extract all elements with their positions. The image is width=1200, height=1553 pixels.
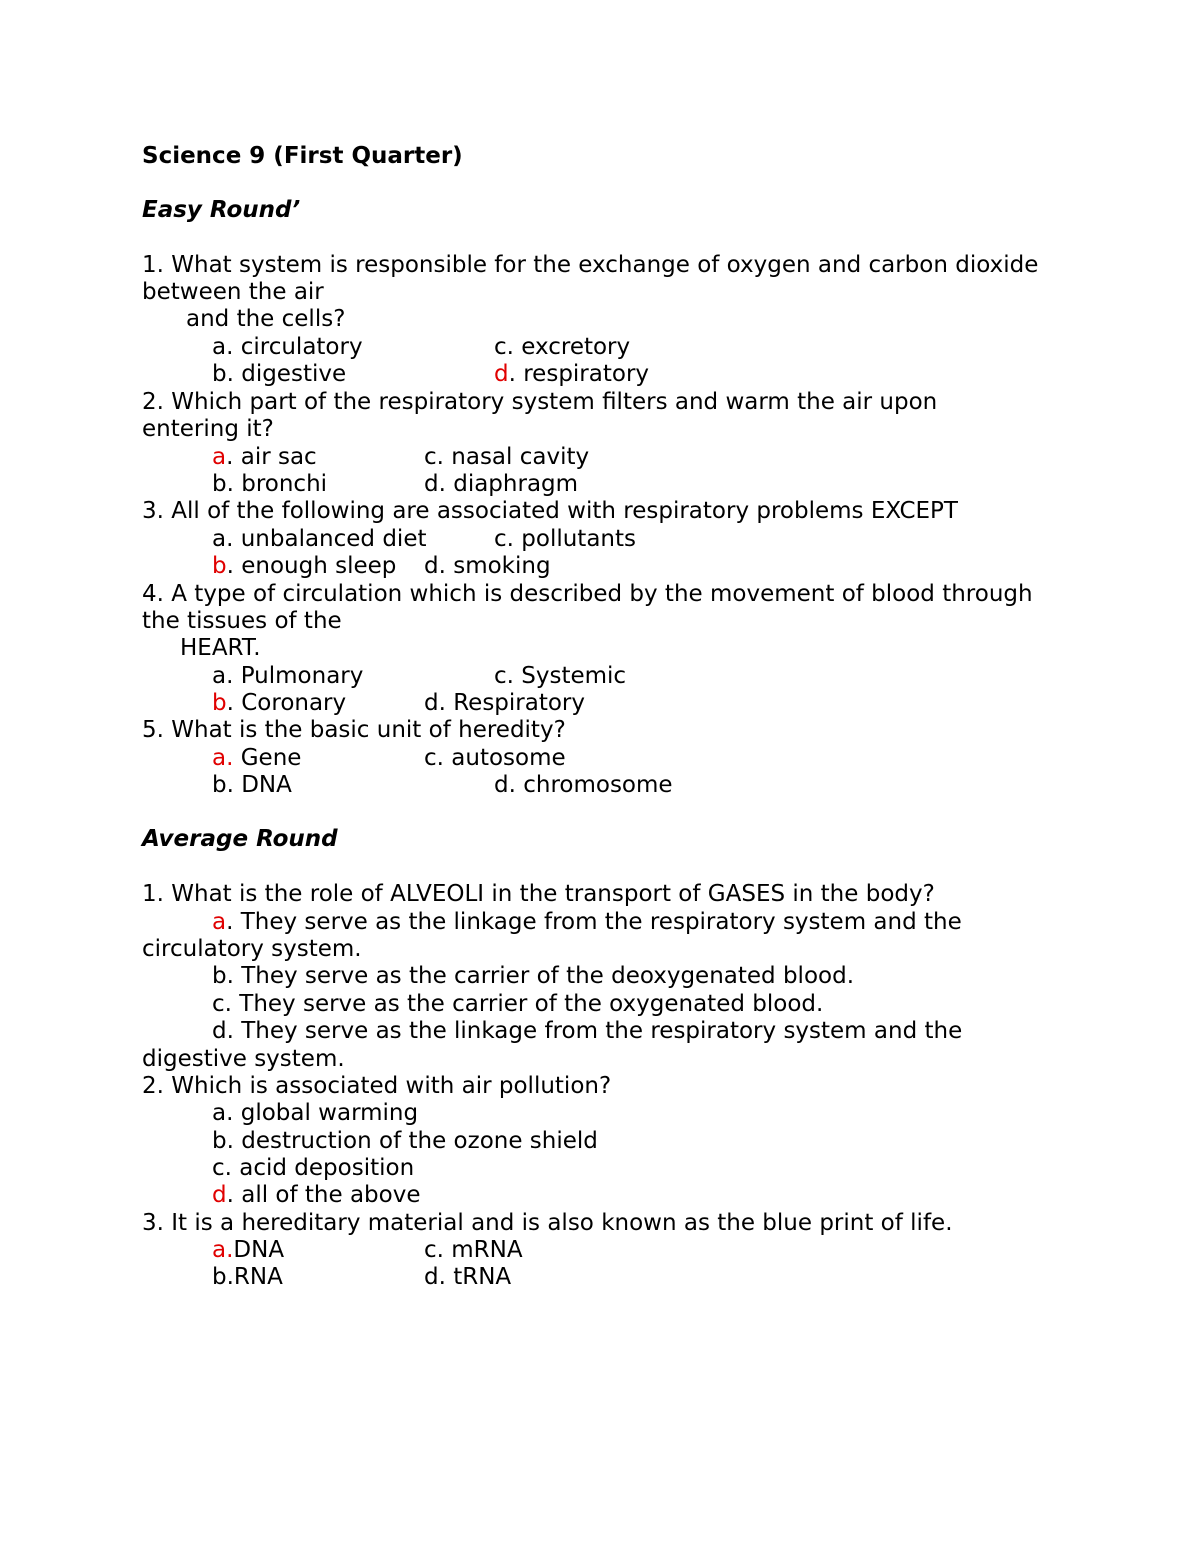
easy-q5-option-c: c. autosome: [424, 745, 566, 771]
easy-q3-text: 3. All of the following are associated with respiratory problems EXCEPT: [142, 498, 958, 524]
easy-q3-option-c: c. pollutants: [494, 526, 636, 552]
easy-round-heading: Easy Round’: [142, 197, 301, 223]
easy-q1-option-b: b. digestive: [212, 361, 347, 387]
average-q2-option-c: c. acid deposition: [212, 1155, 415, 1181]
easy-q4-option-c: c. Systemic: [494, 663, 627, 689]
average-round-heading: Average Round: [142, 826, 338, 852]
page-title: Science 9 (First Quarter): [142, 143, 463, 169]
average-q2-option-a: a. global warming: [212, 1100, 419, 1126]
answer-marker: d: [212, 1182, 227, 1208]
easy-q5-text: 5. What is the basic unit of heredity?: [142, 717, 566, 743]
easy-q2-option-b: b. bronchi: [212, 471, 328, 497]
average-q1-text: 1. What is the role of ALVEOLI in the transport of GASES in the body?: [142, 881, 935, 907]
easy-q1-option-a: a. circulatory: [212, 334, 363, 360]
easy-q3-option-d: d. smoking: [424, 553, 551, 579]
average-q1-option-a-cont: circulatory system.: [142, 936, 362, 962]
easy-q1-text-cont2: and the cells?: [186, 306, 346, 332]
answer-marker: a: [212, 909, 227, 935]
easy-q2-option-c: c. nasal cavity: [424, 444, 590, 470]
easy-q2-text-cont: entering it?: [142, 416, 274, 442]
easy-q5-option-a: a. Gene: [212, 745, 302, 771]
easy-q4-option-a: a. Pulmonary: [212, 663, 364, 689]
easy-q1-option-d: d. respiratory: [494, 361, 650, 387]
easy-q2-option-d: d. diaphragm: [424, 471, 579, 497]
answer-marker: b: [212, 553, 227, 579]
average-q1-option-b: b. They serve as the carrier of the deoxygenated blood.: [212, 963, 855, 989]
average-q3-option-d: d. tRNA: [424, 1264, 512, 1290]
average-q1-option-d: d. They serve as the linkage from the respiratory system and the: [212, 1018, 963, 1044]
easy-q5-option-b: b. DNA: [212, 772, 292, 798]
average-q3-option-b: b.RNA: [212, 1264, 283, 1290]
answer-marker: a.: [212, 745, 234, 771]
average-q2-option-d: d. all of the above: [212, 1182, 421, 1208]
easy-q3-option-a: a. unbalanced diet: [212, 526, 427, 552]
average-q1-option-a: a. They serve as the linkage from the respiratory system and the: [212, 909, 962, 935]
easy-q1-text: 1. What system is responsible for the exchange of oxygen and carbon dioxide: [142, 252, 1039, 278]
average-q3-option-a: a.DNA: [212, 1237, 285, 1263]
easy-q2-option-a: a. air sac: [212, 444, 317, 470]
easy-q4-option-d: d. Respiratory: [424, 690, 585, 716]
answer-marker: d: [494, 361, 509, 387]
average-q1-option-d-cont: digestive system.: [142, 1046, 345, 1072]
easy-q5-option-d: d. chromosome: [494, 772, 673, 798]
easy-q4-text: 4. A type of circulation which is described by the movement of blood through: [142, 581, 1033, 607]
easy-q4-text-cont: the tissues of the: [142, 608, 342, 634]
easy-q2-text: 2. Which part of the respiratory system filters and warm the air upon: [142, 389, 938, 415]
easy-q3-option-b: b. enough sleep: [212, 553, 397, 579]
average-q1-option-c: c. They serve as the carrier of the oxygenated blood.: [212, 991, 824, 1017]
answer-marker: a.: [212, 1237, 234, 1263]
easy-q4-option-b: b. Coronary: [212, 690, 347, 716]
average-q3-text: 3. It is a hereditary material and is also known as the blue print of life.: [142, 1210, 953, 1236]
average-q3-option-c: c. mRNA: [424, 1237, 523, 1263]
answer-marker: a: [212, 444, 227, 470]
answer-marker: b: [212, 690, 227, 716]
average-q2-option-b: b. destruction of the ozone shield: [212, 1128, 598, 1154]
easy-q4-text-cont2: HEART.: [180, 635, 261, 661]
average-q2-text: 2. Which is associated with air pollution?: [142, 1073, 612, 1099]
easy-q1-text-cont: between the air: [142, 279, 324, 305]
easy-q1-option-c: c. excretory: [494, 334, 631, 360]
